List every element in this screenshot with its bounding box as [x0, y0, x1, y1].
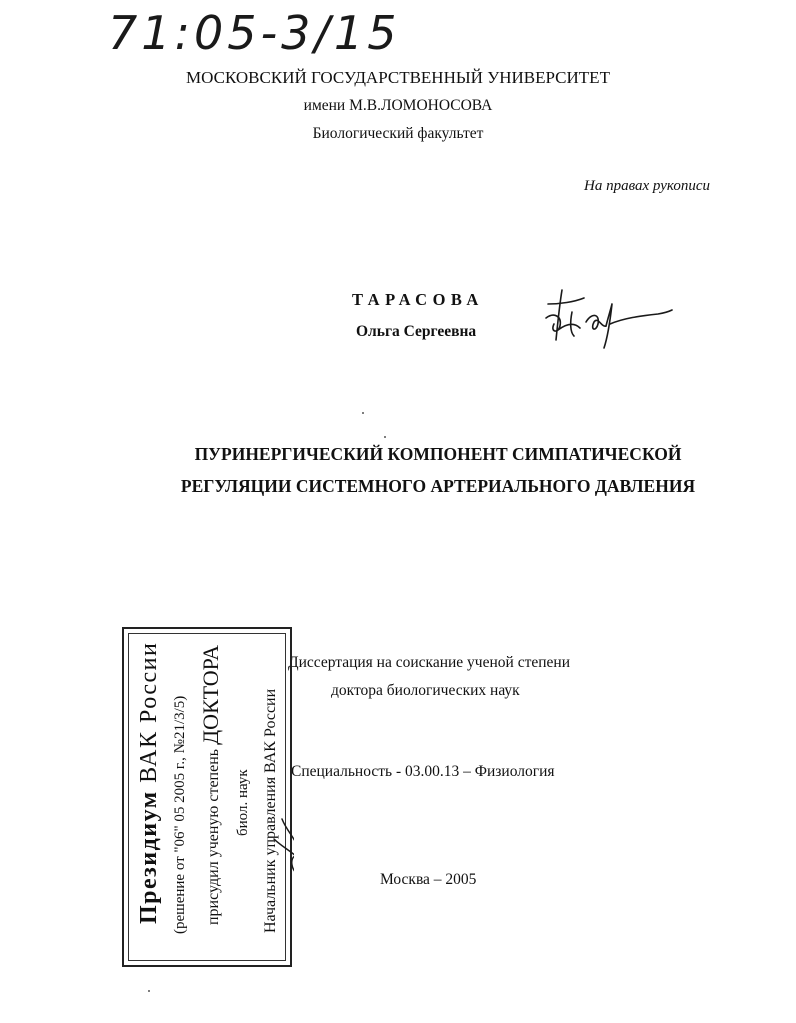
- university-named-after: имени М.В.ЛОМОНОСОВА: [303, 97, 493, 114]
- manuscript-rights: На правах рукописи: [584, 178, 710, 194]
- university-name: МОСКОВСКИЙ ГОСУДАРСТВЕННЫЙ УНИВЕРСИТЕТ: [186, 68, 610, 87]
- specialty: Специальность - 03.00.13 – Физиология: [291, 763, 555, 780]
- dissertation-degree-line-1: Диссертация на соискание ученой степени: [288, 654, 570, 671]
- stamp-line-decision: (решение от "06" 05 2005 г., №21/3/5): [172, 695, 188, 934]
- dissertation-title-line-2: РЕГУЛЯЦИИ СИСТЕМНОГО АРТЕРИАЛЬНОГО ДАВЛЕНИЯ: [180, 476, 696, 496]
- signature-scribble: [540, 282, 680, 352]
- faculty-name: Биологический факультет: [312, 125, 484, 142]
- stamp-line-presidium: [136, 642, 163, 924]
- scan-speck: [384, 436, 386, 438]
- stamp-line-head: Начальник управления ВАК России: [262, 688, 279, 933]
- author-given-names: Ольга Сергеевна: [356, 323, 477, 340]
- scan-speck: [148, 990, 150, 992]
- dissertation-degree-line-2: доктора биологических наук: [331, 682, 520, 699]
- stamp-degree-word: ДОКТОРА: [198, 645, 223, 745]
- handwritten-archive-number: 71:05-3/15: [108, 6, 401, 60]
- scan-speck: [362, 412, 364, 414]
- stamp-presidium-word: Президиум: [136, 790, 162, 924]
- vak-approval-stamp: [122, 627, 292, 967]
- place-and-year: Москва – 2005: [380, 871, 477, 888]
- dissertation-title-line-1: ПУРИНЕРГИЧЕСКИЙ КОМПОНЕНТ СИМПАТИЧЕСКОЙ: [194, 444, 682, 464]
- stamp-vak-word: ВАК России: [136, 641, 162, 791]
- stamp-awarded-text: присудил ученую степень: [205, 744, 222, 925]
- author-surname: ТАРАСОВА: [352, 290, 484, 309]
- stamp-line-field: биол. наук: [235, 769, 251, 836]
- stamp-line-degree: [198, 645, 224, 925]
